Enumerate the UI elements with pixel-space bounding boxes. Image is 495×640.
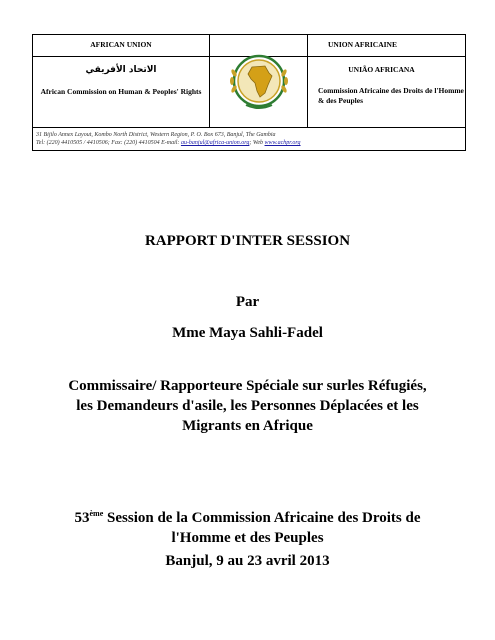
address-block — [33, 128, 465, 150]
union-africaine-label: UNION AFRICAINE — [328, 40, 397, 49]
email-link[interactable]: au-banjul@africa-union.org — [180, 140, 250, 146]
letterhead-left-cell — [33, 35, 210, 56]
report-title: RAPPORT D'INTER SESSION — [144, 233, 351, 249]
website-link[interactable]: www.achpr.org — [264, 140, 301, 146]
web-prefix: ; Web — [249, 140, 265, 146]
session-superscript: ème — [89, 509, 104, 518]
session-number: 53 — [74, 510, 90, 526]
contact-line — [36, 139, 462, 147]
emblem-cell — [210, 35, 308, 56]
emblem-spacer — [210, 57, 308, 127]
session-line-2: l'Homme et des Peuples — [171, 530, 324, 546]
african-union-label: AFRICAN UNION — [90, 40, 152, 49]
letterhead-middle-row — [33, 57, 465, 128]
english-commission-name: African Commission on Human & Peoples' Rights — [40, 87, 202, 96]
arabic-name: الاتحاد الأفريقي — [85, 65, 157, 75]
role-line-1: Commissaire/ Rapporteure Spéciale sur surles Réfugiés, — [68, 378, 427, 394]
french-commission-name: Commission Africaine des Droits de l'Homme & des Peuples — [318, 86, 464, 105]
letterhead-left-names — [33, 57, 210, 127]
session-info — [0, 504, 495, 548]
address-line: 31 Bijilo Annex Layout, Kombo North District, Western Region, P. O. Box 673, Banjul, The Gambia — [36, 132, 276, 138]
by-label: Par — [235, 294, 260, 310]
role-line-2: les Demandeurs d'asile, les Personnes Déplacées et les — [76, 398, 419, 414]
session-date: Banjul, 9 au 23 avril 2013 — [165, 553, 330, 569]
role-line-3: Migrants en Afrique — [182, 418, 313, 434]
session-line-1-text: Session de la Commission Africaine des Droits de — [103, 510, 421, 526]
letterhead-right-names — [308, 57, 465, 127]
author-role — [0, 376, 495, 436]
letterhead — [32, 34, 466, 151]
portuguese-name: UNIÃO AFRICANA — [348, 65, 415, 74]
letterhead-right-cell — [308, 35, 465, 56]
author-name: Mme Maya Sahli-Fadel — [172, 325, 323, 341]
session-line-1 — [0, 504, 495, 528]
contact-phone-fax: Tel: (220) 4410505 / 4410506; Fax: (220) 4410504 E-mail: — [36, 140, 181, 146]
letterhead-top-row — [33, 35, 465, 57]
